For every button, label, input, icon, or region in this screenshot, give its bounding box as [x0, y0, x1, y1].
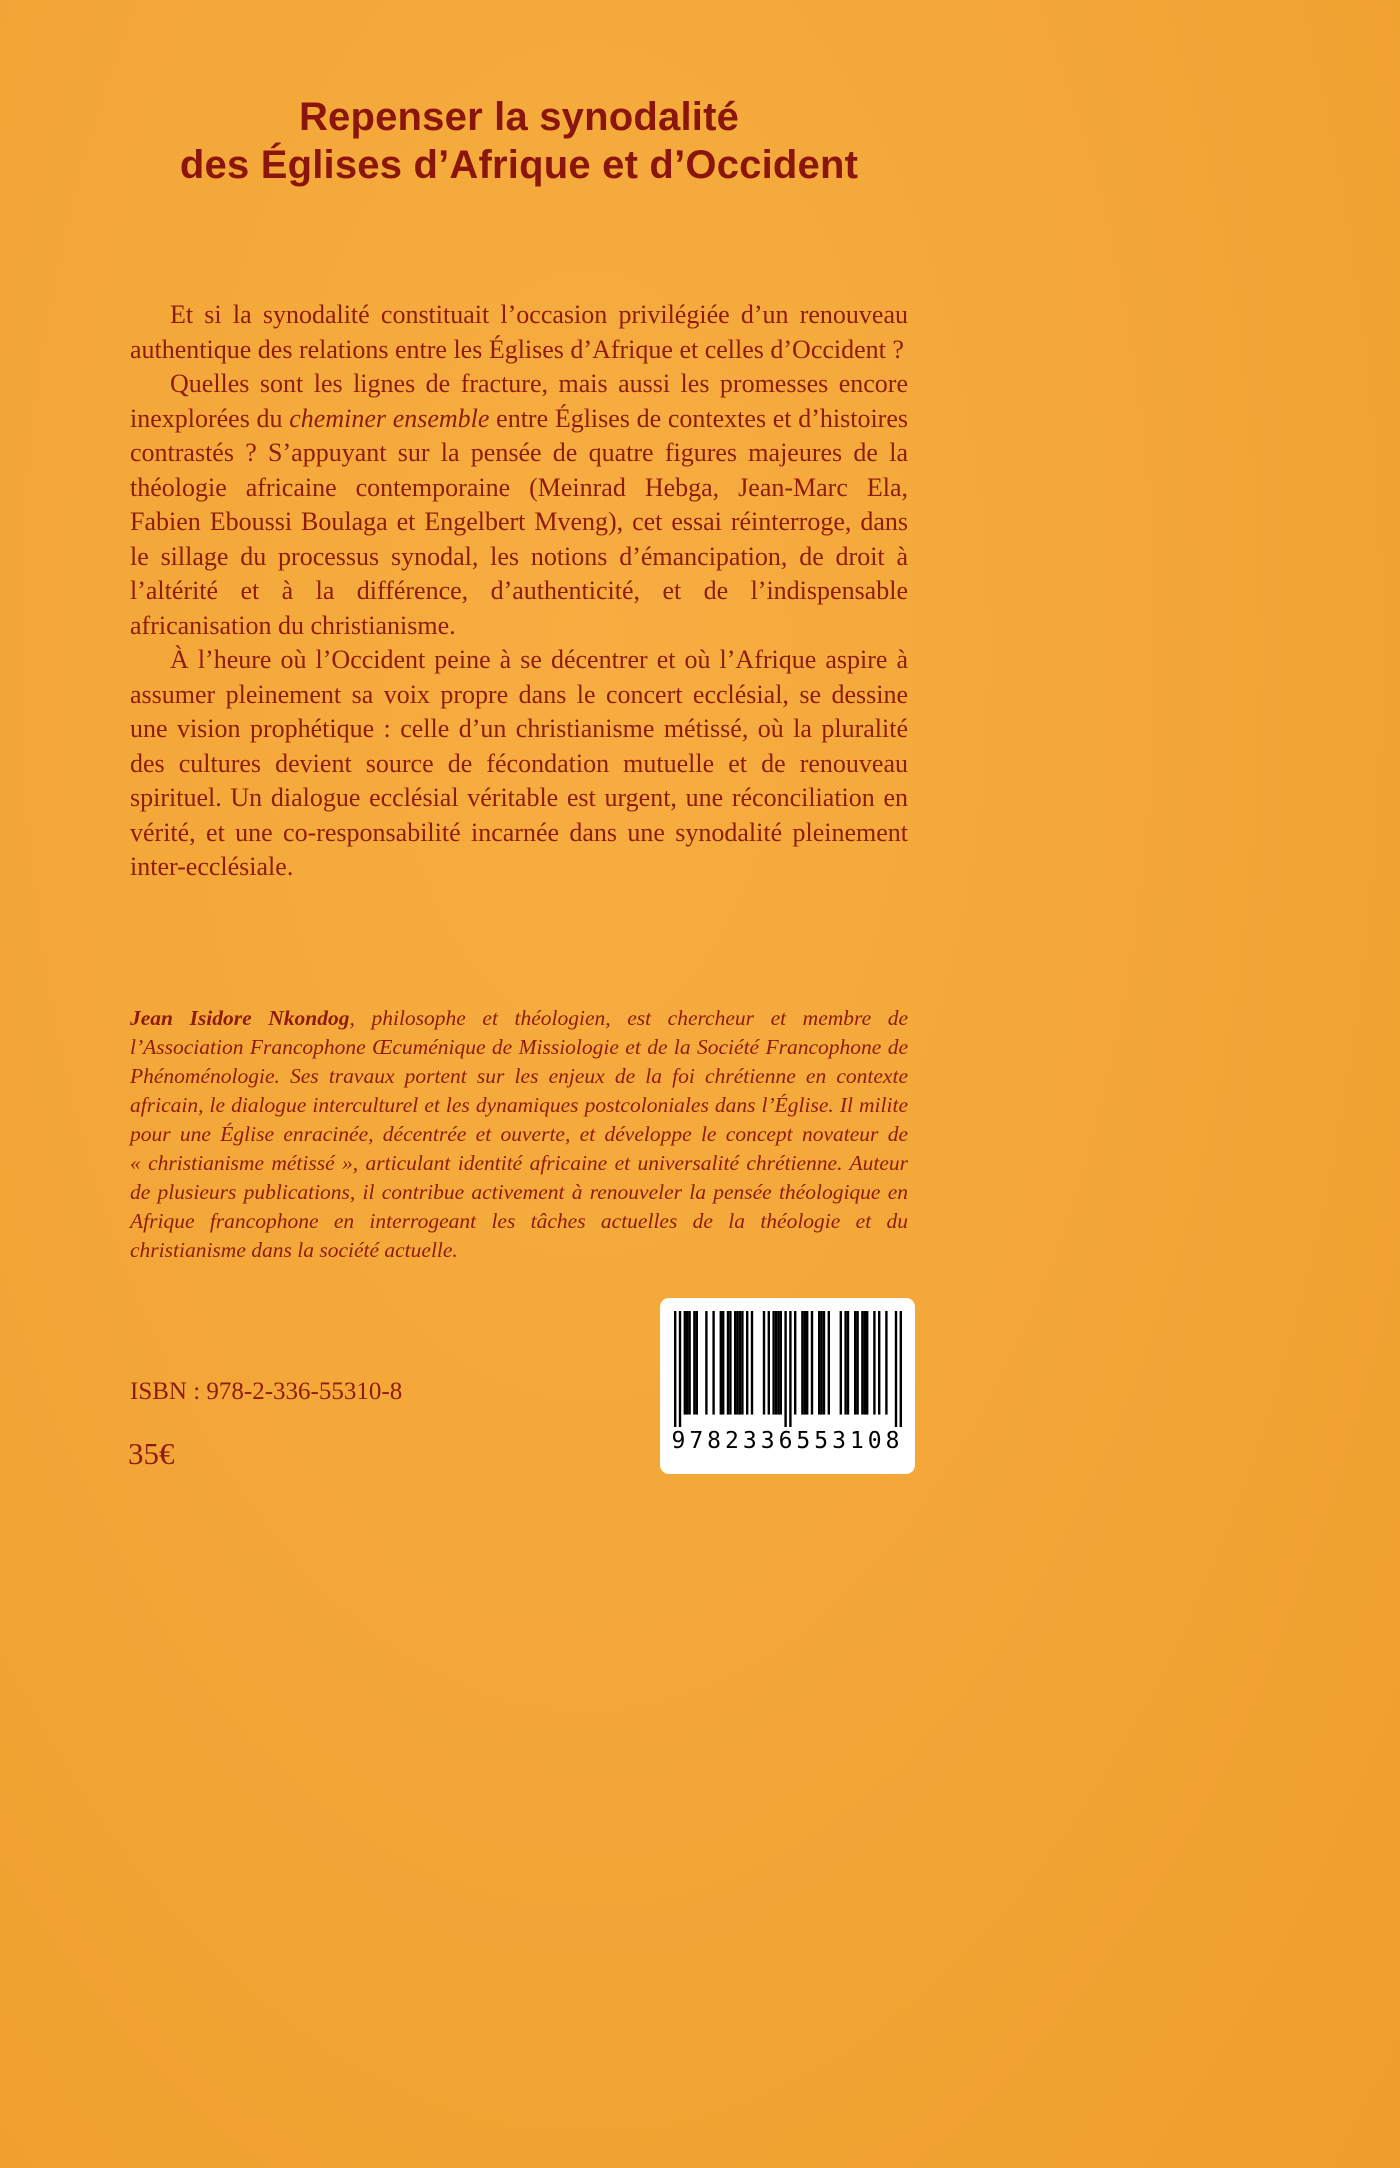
- synopsis-paragraph-1: Et si la synodalité constituait l’occasion privilégiée d’un renouveau authentique des relations entre les Églises d’Afrique et celles d’Occident ?: [130, 300, 908, 364]
- synopsis-paragraph-2-italic-phrase: cheminer ensemble: [289, 403, 490, 433]
- barcode-number: 9782336553108: [671, 1428, 904, 1454]
- author-bio-text: , philosophe et théologien, est chercheur et membre de l’Association Francophone Œcuménique de Missiologie et de la Société Francophone de Phénoménologie. Ses travaux portent sur les enjeux de la foi chrétienne en contexte africain, le dialogue interculturel et les dynamiques postcoloniales dans l’Église. Il milite pour une Église enracinée, décentrée et ouverte, et développe le concept novateur de « christianisme métissé », articulant identité africaine et universalité chrétienne. Auteur de plusieurs publications, il contribue activement à renouveler la pensée théologique en Afrique francophone en interrogeant les tâches actuelles de la théologie et du christianisme dans la société actuelle.: [130, 1006, 909, 1262]
- barcode-panel: [660, 1298, 915, 1474]
- synopsis-paragraph-2-text-after: entre Églises de contextes et d’histoires contrastés ? S’appuyant sur la pensée de quatre figures majeures de la théologie africaine contemporaine (Meinrad Hebga, Jean-Marc Ela, Fabien Eboussi Boulaga et Engelbert Mveng), cet essai réinterroge, dans le sillage du processus synodal, les notions d’émancipation, de droit à l’altérité et à la différence, d’authenticité, et de l’indispensable africanisation du christianisme.: [130, 403, 909, 640]
- synopsis: [130, 298, 908, 885]
- book-title-line2: des Églises d’Afrique et d’Occident: [179, 142, 859, 187]
- author-bio-paragraph: [130, 1004, 908, 1265]
- price-label: 35€: [128, 1436, 175, 1471]
- isbn-label: ISBN : 978-2-336-55310-8: [130, 1378, 403, 1405]
- synopsis-paragraph-2: [130, 367, 908, 643]
- book-title-line1: Repenser la synodalité: [298, 94, 740, 139]
- barcode-icon: [674, 1311, 902, 1427]
- synopsis-paragraph-2-text: Quelles sont les lignes de fracture, mais aussi les promesses encore inexplorées du: [130, 369, 908, 433]
- author-name: Jean Isidore Nkondog: [130, 1006, 350, 1030]
- author-bio: [130, 1004, 908, 1265]
- synopsis-paragraph-3: À l’heure où l’Occident peine à se décentrer et où l’Afrique aspire à assumer pleinement sa voix propre dans le concert ecclésial, se dessine une vision prophétique : celle d’un christianisme métissé, où la pluralité des cultures devient source de fécondation mutuelle et de renouveau spirituel. Un dialogue ecclésial véritable est urgent, une réconciliation en vérité, et une co-responsabilité incarnée dans une synodalité pleinement inter-ecclésiale.: [130, 645, 908, 881]
- book-title: [130, 93, 908, 189]
